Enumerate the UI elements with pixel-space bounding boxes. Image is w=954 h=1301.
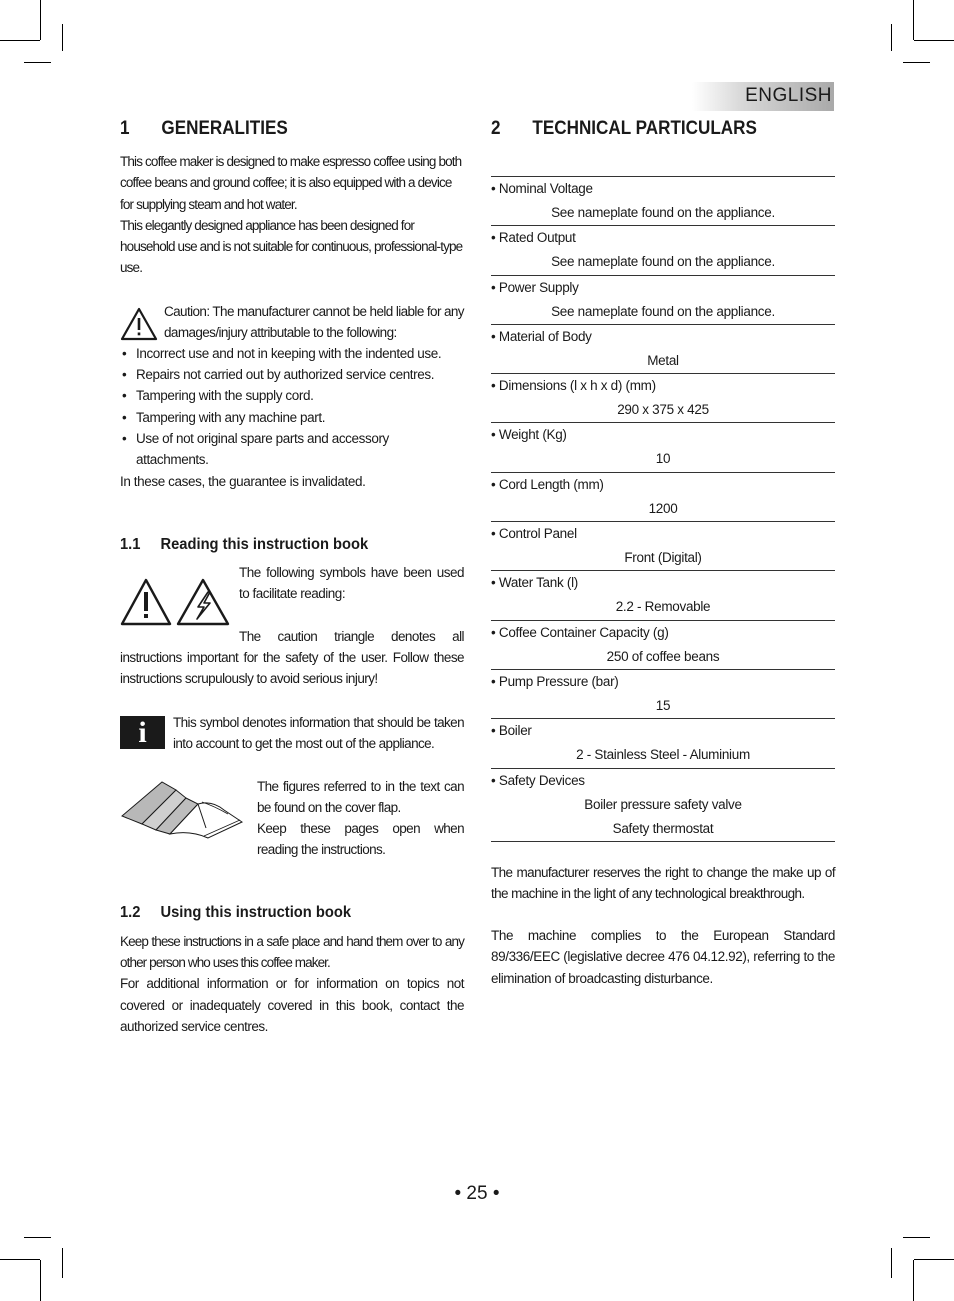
section-number: 1.2	[120, 903, 141, 921]
reading-heading	[120, 534, 436, 556]
spec-value: 290 x 375 x 425	[617, 402, 709, 418]
crop-mark	[891, 1248, 892, 1278]
info-icon: i	[120, 716, 165, 749]
crop-mark	[62, 1248, 63, 1278]
spec-row	[491, 374, 835, 423]
caution-list	[120, 343, 464, 471]
spec-row	[491, 769, 835, 842]
crop-mark	[891, 24, 892, 51]
crop-mark	[62, 24, 63, 51]
section-title: Reading this instruction book	[160, 535, 369, 553]
spec-label: • Material of Body	[491, 329, 592, 344]
spec-label: • Nominal Voltage	[491, 181, 593, 196]
spec-label: • Coffee Container Capacity (g)	[491, 625, 669, 640]
spec-label: • Water Tank (l)	[491, 575, 578, 590]
section-title: Using this instruction book	[160, 903, 352, 921]
spec-label: • Weight (Kg)	[491, 427, 567, 442]
spec-label: • Safety Devices	[491, 773, 585, 788]
spec-label: • Dimensions (l x h x d) (mm)	[491, 378, 656, 393]
crop-mark	[913, 1260, 914, 1301]
language-tab	[692, 82, 834, 111]
spec-value: See nameplate found on the appliance.	[551, 254, 775, 270]
crop-mark	[914, 40, 954, 41]
using-text-1: Keep these instructions in a safe place and hand them over to any other person who uses this coffee maker.	[120, 933, 464, 971]
language-label: ENGLISH	[745, 85, 832, 106]
figures-text-2: Keep these pages open when reading the instructions.	[257, 820, 464, 858]
generalities-intro-1: This coffee maker is designed to make espresso coffee using both coffee beans and ground coffee; it is also equipped with a device for supplying steam and hot water.	[120, 154, 462, 212]
generalities-intro-2: This elegantly designed appliance has been designed for household use and is not suitable for continuous, professional-type use.	[120, 217, 463, 276]
spec-row	[491, 226, 835, 275]
crop-mark	[913, 0, 914, 40]
list-item: • Incorrect use and not in keeping with the indented use.	[120, 343, 464, 364]
guarantee-note: In these cases, the guarantee is invalidated.	[120, 473, 366, 489]
figures-text-1: The figures referred to in the text can be found on the cover flap.	[257, 778, 464, 816]
caution-text: Caution: The manufacturer cannot be held liable for any damages/injury attributable to the following:	[164, 303, 464, 341]
crop-mark	[24, 1237, 51, 1238]
spec-row	[491, 719, 835, 768]
caution-triangle-icon	[120, 307, 158, 341]
symbols-text: The following symbols have been used to facilitate reading:	[239, 564, 464, 602]
caution-triangle-icon	[120, 578, 172, 626]
spec-value: Boiler pressure safety valve	[584, 796, 742, 812]
using-text-2: For additional information or for information on topics not covered or inadequately covered in this book, contact the authorized service centres.	[120, 976, 464, 1034]
compliance-note: The machine complies to the European Standard 89/336/EEC (legislative decree 476 04.12.92), referring to the elimination of broadcasting disturbance.	[491, 928, 835, 986]
technical-heading	[491, 116, 801, 142]
spec-row	[491, 571, 835, 620]
spec-value: Front (Digital)	[624, 550, 702, 566]
info-block	[120, 712, 464, 756]
spec-table	[491, 176, 835, 842]
section-number: 2	[491, 118, 501, 139]
spec-value: 250 of coffee beans	[606, 648, 720, 664]
crop-mark	[24, 62, 51, 63]
list-item: • Tampering with the supply cord.	[120, 385, 464, 406]
list-item: • Repairs not carried out by authorized service centres.	[120, 364, 464, 385]
spec-label: • Pump Pressure (bar)	[491, 674, 618, 689]
spec-row	[491, 325, 835, 374]
spec-value: 2.2 - Removable	[615, 599, 711, 615]
caution-triangle-text: The caution triangle denotes all instructions important for the safety of the user. Follow these instructions scrupulously to avoid serious injury!	[120, 628, 464, 687]
page-number: • 25 •	[454, 1183, 500, 1204]
spec-label: • Rated Output	[491, 230, 576, 245]
spec-value: 10	[655, 451, 671, 467]
spec-row	[491, 621, 835, 670]
spec-value: See nameplate found on the appliance.	[551, 303, 775, 319]
section-title: TECHNICAL PARTICULARS	[532, 118, 757, 139]
info-text: This symbol denotes information that should be taken into account to get the most out of the appliance.	[173, 714, 464, 752]
spec-value: 2 - Stainless Steel - Aluminium	[576, 747, 750, 763]
right-column	[491, 116, 835, 989]
spec-label: • Boiler	[491, 723, 532, 738]
reserve-note: The manufacturer reserves the right to change the make up of the machine in the light of any technological breakthrough.	[491, 864, 835, 901]
spec-row	[491, 670, 835, 719]
section-number: 1.1	[120, 535, 141, 553]
spec-value: Metal	[647, 352, 679, 368]
open-booklet-icon	[120, 776, 244, 840]
spec-row	[491, 177, 835, 226]
left-column	[120, 116, 464, 1037]
crop-mark	[903, 62, 930, 63]
using-heading	[120, 902, 436, 924]
generalities-heading	[120, 116, 430, 142]
spec-label: • Power Supply	[491, 280, 579, 295]
symbols-block	[120, 562, 464, 658]
spec-value: 15	[655, 697, 671, 713]
section-title: GENERALITIES	[161, 118, 288, 139]
figures-block	[120, 776, 464, 864]
spec-label: • Cord Length (mm)	[491, 477, 604, 492]
spec-row	[491, 473, 835, 522]
crop-mark	[0, 1259, 40, 1260]
spec-row	[491, 276, 835, 325]
crop-mark	[40, 0, 41, 40]
crop-mark	[903, 1237, 930, 1238]
list-item: • Tampering with any machine part.	[120, 407, 464, 428]
crop-mark	[40, 1260, 41, 1301]
spec-value: 1200	[648, 500, 678, 516]
crop-mark	[914, 1259, 954, 1260]
spec-label: • Control Panel	[491, 526, 577, 541]
list-item: • Use of not original spare parts and accessory attachments.	[120, 428, 464, 471]
spec-value: See nameplate found on the appliance.	[551, 205, 775, 220]
spec-value: Safety thermostat	[612, 820, 714, 836]
crop-mark	[0, 40, 40, 41]
electric-hazard-icon	[176, 578, 230, 626]
section-number: 1	[120, 118, 130, 139]
spec-row	[491, 423, 835, 472]
spec-row	[491, 522, 835, 571]
